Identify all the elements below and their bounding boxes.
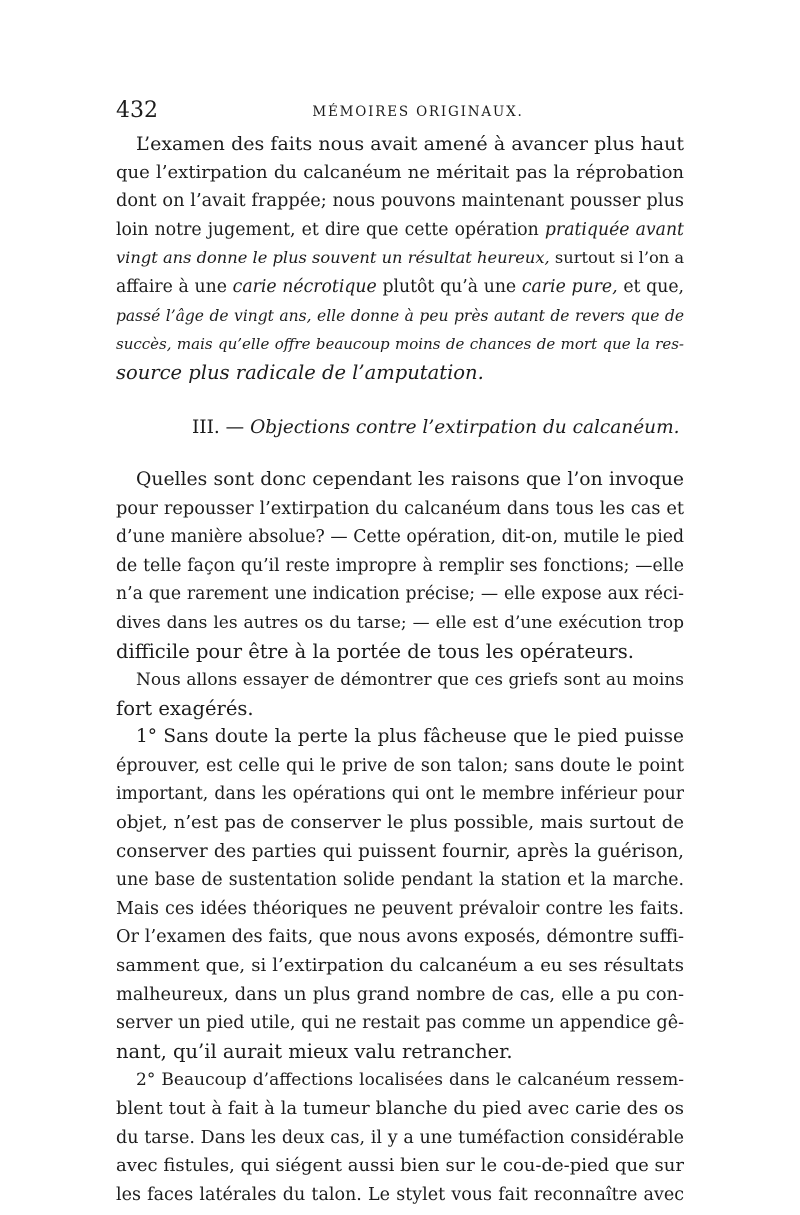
italic-run: pratiquée avant (544, 219, 684, 240)
text-line: succès, mais qu’elle offre beaucoup moins de chances de mort que la res- (116, 335, 684, 354)
text-line: les faces latérales du talon. Le stylet vous fait reconnaître avec (116, 1184, 684, 1205)
text-line: difficile pour être à la portée de tous les opérateurs. (116, 639, 634, 663)
paragraph-1 (116, 130, 684, 387)
text-line: de telle façon qu’il reste impropre à remplir ses fonctions; —elle (116, 555, 684, 576)
text-line: éprouver, est celle qui le prive de son talon; sans doute le point (116, 755, 684, 776)
text-line: Or l’examen des faits, que nous avons exposés, démontre suffi- (116, 927, 684, 948)
section-title: Objections contre l’extirpation du calcanéum. (250, 417, 680, 439)
text-line: du tarse. Dans les deux cas, il y a une tuméfaction considérable (116, 1127, 684, 1148)
text-line (116, 273, 684, 302)
paragraph-4 (116, 723, 684, 1066)
page-number: 432 (116, 98, 158, 123)
text-line: samment que, si l’extirpation du calcanéum a eu ses résultats (116, 955, 684, 977)
text-line: L’examen des faits nous avait amené à avancer plus haut (136, 133, 684, 155)
running-title: MÉMOIRES ORIGINAUX. (312, 104, 524, 120)
text-line: que l’extirpation du calcanéum ne méritait pas la réprobation (116, 161, 684, 183)
text-run: affaire à une (116, 276, 227, 297)
text-line: blent tout à fait à la tumeur blanche du pied avec carie des os (116, 1098, 684, 1119)
text-run: surtout si l’on a (554, 248, 685, 268)
text-line (116, 216, 684, 245)
text-line (116, 244, 684, 273)
body-text (116, 130, 684, 1209)
text-line: Nous allons essayer de démontrer que ces griefs sont au moins (136, 670, 684, 691)
text-line: 2° Beaucoup d’affections localisées dans le calcanéum ressem- (136, 1070, 684, 1091)
paragraph-5 (116, 1066, 684, 1209)
running-head (116, 96, 690, 126)
text-line: d’une manière absolue? — Cette opération, dit-on, mutile le pied (116, 527, 684, 548)
text-line: pour repousser l’extirpation du calcanéum dans tous les cas et (116, 498, 684, 519)
text-line: nant, qu’il aurait mieux valu retrancher. (116, 1039, 513, 1063)
text-line: source plus radicale de l’amputation. (116, 360, 484, 384)
italic-run: vingt ans donne le plus souvent un résultat heureux, (116, 248, 550, 268)
text-run: loin notre jugement, et dire que cette opération (116, 219, 539, 240)
paragraph-3 (116, 666, 684, 723)
text-run: plutôt qu’à une (382, 276, 517, 297)
text-line: conserver des parties qui puissent fournir, après la guérison, (116, 840, 684, 862)
text-line: une base de sustentation solide pendant la station et la marche. (116, 870, 684, 891)
text-line: important, dans les opérations qui ont le membre inférieur pour (116, 784, 684, 805)
section-number: III. — (192, 417, 245, 439)
italic-run: carie nécrotique (232, 276, 377, 297)
text-line: objet, n’est pas de conserver le plus possible, mais surtout de (116, 812, 684, 834)
text-run: et que, (623, 276, 685, 297)
text-line: n’a que rarement une indication précise; — elle expose aux réci- (116, 584, 684, 605)
paragraph-2 (116, 466, 684, 666)
text-line: 1° Sans doute la perte la plus fâcheuse que le pied puisse (136, 726, 684, 748)
text-line: Mais ces idées théoriques ne peuvent prévaloir contre les faits. (116, 898, 684, 919)
text-line: dont on l’avait frappée; nous pouvons maintenant pousser plus (116, 191, 684, 212)
text-line: Quelles sont donc cependant les raisons que l’on invoque (136, 468, 684, 490)
text-line: server un pied utile, qui ne restait pas comme un appendice gê- (116, 1013, 684, 1034)
section-heading (116, 414, 684, 443)
text-line: fort exagérés. (116, 696, 254, 720)
text-line: passé l’âge de vingt ans, elle donne à peu près autant de revers que de (116, 306, 684, 325)
text-line: avec fistules, qui siégent aussi bien sur le cou-de-pied que sur (116, 1155, 684, 1177)
italic-run: carie pure, (521, 276, 618, 297)
text-line: dives dans les autres os du tarse; — elle est d’une exécution trop (116, 612, 684, 633)
text-line: malheureux, dans un plus grand nombre de cas, elle a pu con- (116, 984, 684, 1005)
